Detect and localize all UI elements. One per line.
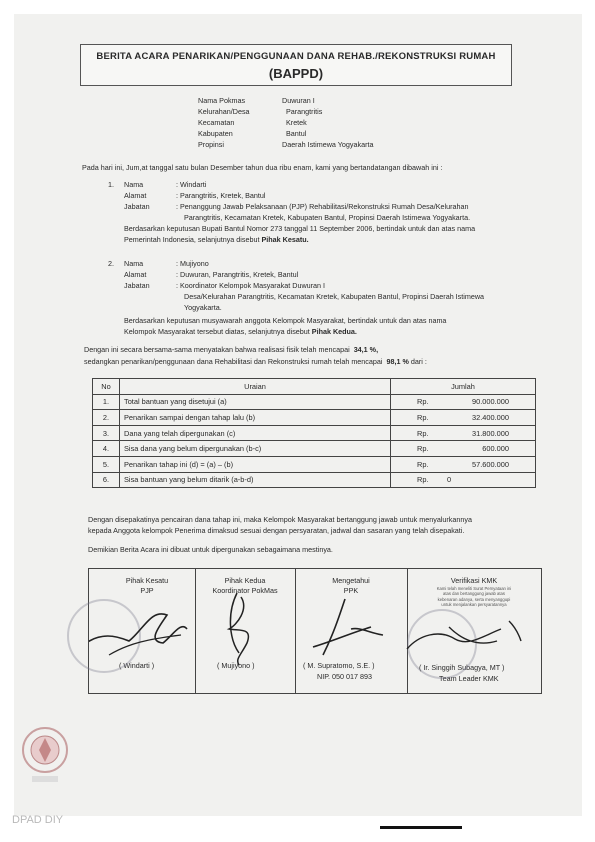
row-description: Penarikan tahap ini (d) = (a) – (b) xyxy=(120,456,391,472)
document-abbreviation: (BAPPD) xyxy=(268,66,324,81)
identity-value: Daerah Istimewa Yogyakarta xyxy=(282,140,374,149)
signer-id: NIP. 050 017 893 xyxy=(317,672,373,681)
title-box xyxy=(80,44,512,86)
signer-role-sub: Koordinator PokMas xyxy=(212,586,278,595)
party-two-position-cont: Yogyakarta. xyxy=(184,303,222,312)
party-two-name: : Mujiyono xyxy=(176,259,209,268)
row-description: Sisa bantuan yang belum ditarik (a-b-d) xyxy=(120,472,391,488)
realization-physical: Dengan ini secara bersama-sama menyatakan bahwa realisasi fisik telah mencapai 34,1 %, xyxy=(84,345,379,354)
currency-label: Rp. xyxy=(391,441,444,457)
kmk-verification-note: Kami telah meneliti Surat Pernyataan ini atas dan bertanggung jawab atas kebenaran adanya, serta menyanggupi untuk menjalankan persyaratannya xyxy=(436,586,512,607)
party-two-position: : Koordinator Kelompok Masyarakat Duwuran I xyxy=(176,281,326,290)
signer-role: Pihak Kedua xyxy=(224,576,266,585)
closing-text-cont: kepada Anggota kelompok Penerima dimaksud sesuai dengan persyaratan, jadwal dan sasaran yang telah disepakati. xyxy=(88,526,465,535)
row-description: Sisa dana yang belum dipergunakan (b-c) xyxy=(120,441,391,457)
identity-value: Duwuran I xyxy=(282,96,315,105)
row-amount: 90.000.000 xyxy=(443,394,536,410)
identity-value: Kretek xyxy=(286,118,307,127)
table-row xyxy=(93,394,536,410)
party-one-position: : Penanggung Jawab Pelaksanaan (PJP) Rehabilitasi/Rekonstruksi Rumah Desa/Kelurahan xyxy=(176,202,469,211)
seal-emblem-icon xyxy=(20,726,70,798)
signer-role-sub: PPK xyxy=(343,586,359,595)
table-row xyxy=(93,456,536,472)
field-label: Nama xyxy=(124,259,144,268)
row-number: 1. xyxy=(93,394,120,410)
party-one-address: : Parangtritis, Kretek, Bantul xyxy=(176,191,266,200)
closing-statement: Demikian Berita Acara ini dibuat untuk dipergunakan sebagaimana mestinya. xyxy=(88,545,333,554)
currency-label: Rp. xyxy=(391,456,444,472)
identity-label: Propinsi xyxy=(198,140,224,149)
row-number: 2. xyxy=(93,410,120,426)
table-header-row xyxy=(93,379,536,395)
row-description: Dana yang telah dipergunakan (c) xyxy=(120,425,391,441)
identity-value: Bantul xyxy=(286,129,307,138)
row-number: 6. xyxy=(93,472,120,488)
signature-table xyxy=(88,568,542,694)
identity-label: Kabupaten xyxy=(198,129,233,138)
row-number: 4. xyxy=(93,441,120,457)
row-description: Total bantuan yang disetujui (a) xyxy=(120,394,391,410)
signer-name: ( Windarti ) xyxy=(119,661,155,670)
divider-line xyxy=(380,826,462,829)
currency-label: Rp. xyxy=(391,472,444,488)
row-amount: 32.400.000 xyxy=(443,410,536,426)
party-one-position-cont: Parangtritis, Kecamatan Kretek, Kabupaten Bantul, Propinsi Daerah Istimewa Yogyakarta. xyxy=(184,213,471,222)
row-number: 5. xyxy=(93,456,120,472)
fund-table xyxy=(92,378,536,488)
party-number: 1. xyxy=(108,180,114,189)
signer-role: Verifikasi KMK xyxy=(450,576,498,585)
identity-label: Nama Pokmas xyxy=(198,96,246,105)
handwritten-signatures xyxy=(89,569,541,693)
row-amount: 57.600.000 xyxy=(443,456,536,472)
signer-role: Pihak Kesatu xyxy=(125,576,169,585)
identity-value: Parangtritis xyxy=(286,107,323,116)
watermark-text: DPAD DIY xyxy=(12,814,64,826)
identity-label: Kecamatan xyxy=(198,118,235,127)
field-label: Jabatan xyxy=(124,281,150,290)
party-one-name: : Windarti xyxy=(176,180,207,189)
signer-role-sub: PJP xyxy=(140,586,154,595)
column-header-no: No xyxy=(93,379,120,395)
row-amount: 0 xyxy=(443,472,536,488)
document-title: BERITA ACARA PENARIKAN/PENGGUNAAN DANA REHAB./REKONSTRUKSI RUMAH xyxy=(96,51,496,62)
party-two-basis: Berdasarkan keputusan musyawarah anggota Kelompok Masyarakat, bertindak untuk dan atas nama xyxy=(124,316,447,325)
column-header-jumlah: Jumlah xyxy=(391,379,536,395)
signer-name: ( M. Supratomo, S.E. ) xyxy=(303,661,375,670)
field-label: Alamat xyxy=(124,191,147,200)
currency-label: Rp. xyxy=(391,425,444,441)
table-row xyxy=(93,472,536,488)
party-number: 2. xyxy=(108,259,114,268)
table-row xyxy=(93,410,536,426)
row-number: 3. xyxy=(93,425,120,441)
signer-name: ( Mujiyono ) xyxy=(217,661,255,670)
currency-label: Rp. xyxy=(391,394,444,410)
row-amount: 31.800.000 xyxy=(443,425,536,441)
party-two-basis-cont: Kelompok Masyarakat tersebut diatas, selanjutnya disebut Pihak Kedua. xyxy=(124,327,357,336)
table-row xyxy=(93,425,536,441)
intro-text: Pada hari ini, Jum,at tanggal satu bulan Desember tahun dua ribu enam, kami yang bertandatangan dibawah ini : xyxy=(82,163,443,172)
signer-name: ( Ir. Singgih Subagya, MT ) xyxy=(419,663,505,672)
field-label: Jabatan xyxy=(124,202,150,211)
party-one-basis-cont: Pemerintah Indonesia, selanjutnya disebut Pihak Kesatu. xyxy=(124,235,309,244)
party-two-position-cont: Desa/Kelurahan Parangtritis, Kecamatan Kretek, Kabupaten Bantul, Propinsi Daerah Istimewa xyxy=(184,292,485,301)
field-label: Nama xyxy=(124,180,144,189)
signer-title: Team Leader KMK xyxy=(439,674,499,683)
row-description: Penarikan sampai dengan tahap lalu (b) xyxy=(120,410,391,426)
currency-label: Rp. xyxy=(391,410,444,426)
row-amount: 600.000 xyxy=(443,441,536,457)
table-row xyxy=(93,441,536,457)
identity-label: Kelurahan/Desa xyxy=(198,107,250,116)
field-label: Alamat xyxy=(124,270,147,279)
realization-fund: sedangkan penarikan/penggunaan dana Rehabilitasi dan Rekonstruksi rumah telah mencapai 98,1 % dari : xyxy=(84,357,427,366)
column-header-uraian: Uraian xyxy=(120,379,391,395)
party-two-address: : Duwuran, Parangtritis, Kretek, Bantul xyxy=(176,270,299,279)
signer-role: Mengetahui xyxy=(332,576,370,585)
party-one-basis: Berdasarkan keputusan Bupati Bantul Nomor 273 tanggal 11 September 2006, bertindak untuk dan atas nama xyxy=(124,224,476,233)
closing-text: Dengan disepakatinya pencairan dana tahap ini, maka Kelompok Masyarakat bertanggung jawab untuk menyalurkannya xyxy=(88,515,472,524)
